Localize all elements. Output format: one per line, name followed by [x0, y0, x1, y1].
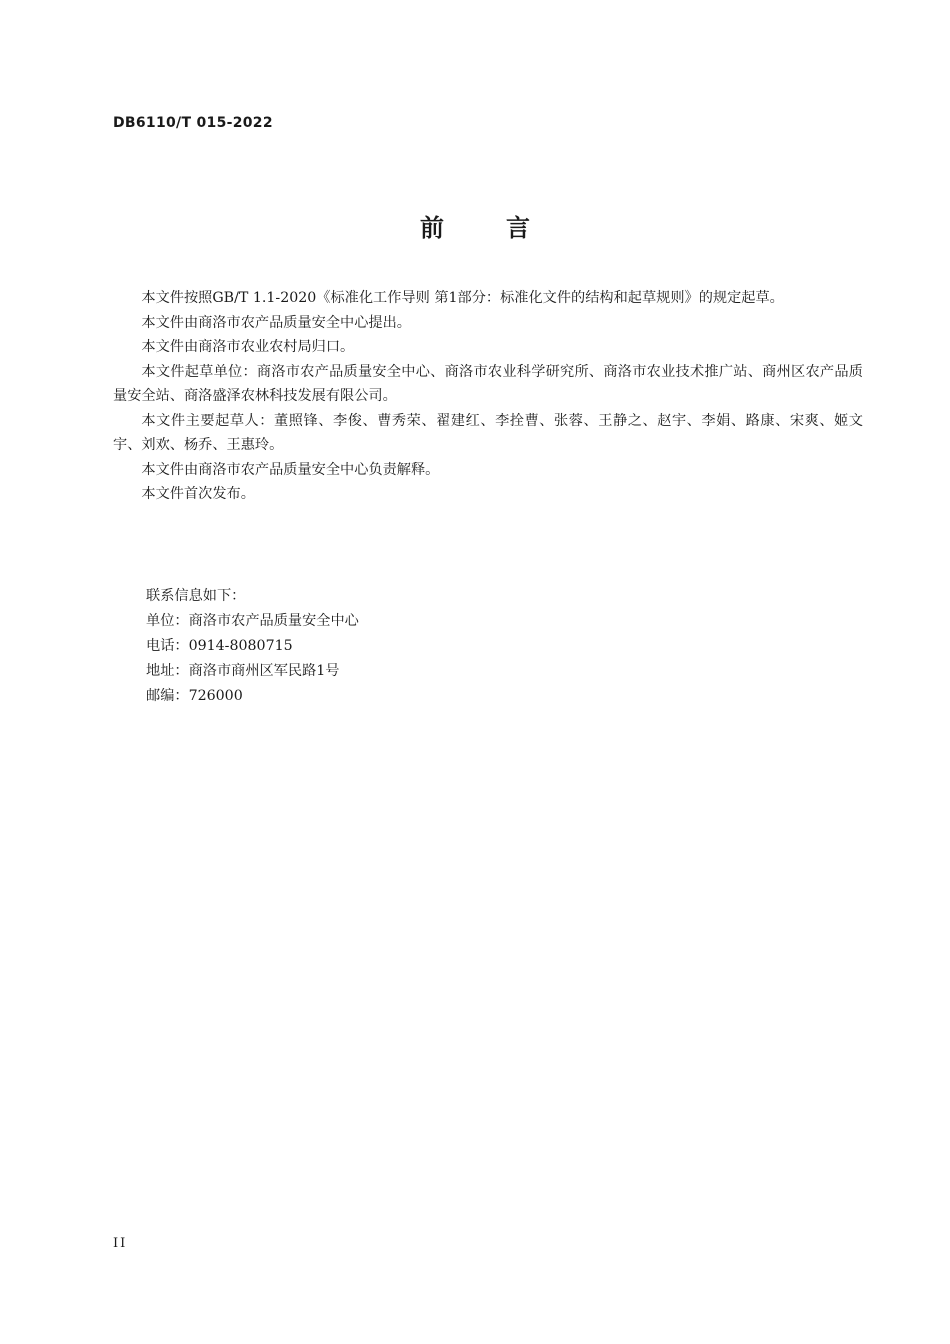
paragraph-drafting-units: 本文件起草单位：商洛市农产品质量安全中心、商洛市农业科学研究所、商洛市农业技术推广站、商州区农产品质量安全站、商洛盛泽农林科技发展有限公司。 — [113, 363, 863, 404]
page-number: II — [113, 1236, 128, 1251]
paragraph-drafting-rules: 本文件按照GB/T 1.1-2020《标准化工作导则 第1部分：标准化文件的结构和起草规则》的规定起草。 — [141, 290, 784, 306]
contact-unit: 单位：商洛市农产品质量安全中心 — [146, 613, 359, 629]
contact-heading: 联系信息如下： — [146, 588, 246, 604]
page-title — [0, 208, 950, 243]
contact-phone: 电话：0914-8080715 — [146, 638, 293, 654]
contact-info — [146, 584, 359, 709]
paragraph-first-release: 本文件首次发布。 — [141, 486, 255, 502]
title-char-1: 前 — [420, 214, 444, 242]
paragraph-proposed-by: 本文件由商洛市农产品质量安全中心提出。 — [141, 314, 411, 331]
paragraph-drafters: 本文件主要起草人：董照锋、李俊、曹秀荣、翟建红、李拴曹、张蓉、王静之、赵宇、李娟、路康、宋爽、姬文宇、刘欢、杨乔、王惠玲。 — [113, 412, 863, 453]
document-code: DB6110/T 015-2022 — [113, 115, 273, 131]
title-char-2: 言 — [506, 214, 530, 242]
foreword-body — [113, 286, 863, 507]
paragraph-administered-by: 本文件由商洛市农业农村局归口。 — [141, 339, 355, 355]
contact-postcode: 邮编：726000 — [146, 688, 243, 704]
contact-address: 地址：商洛市商州区军民路1号 — [146, 663, 340, 679]
paragraph-interpretation: 本文件由商洛市农产品质量安全中心负责解释。 — [141, 461, 440, 478]
